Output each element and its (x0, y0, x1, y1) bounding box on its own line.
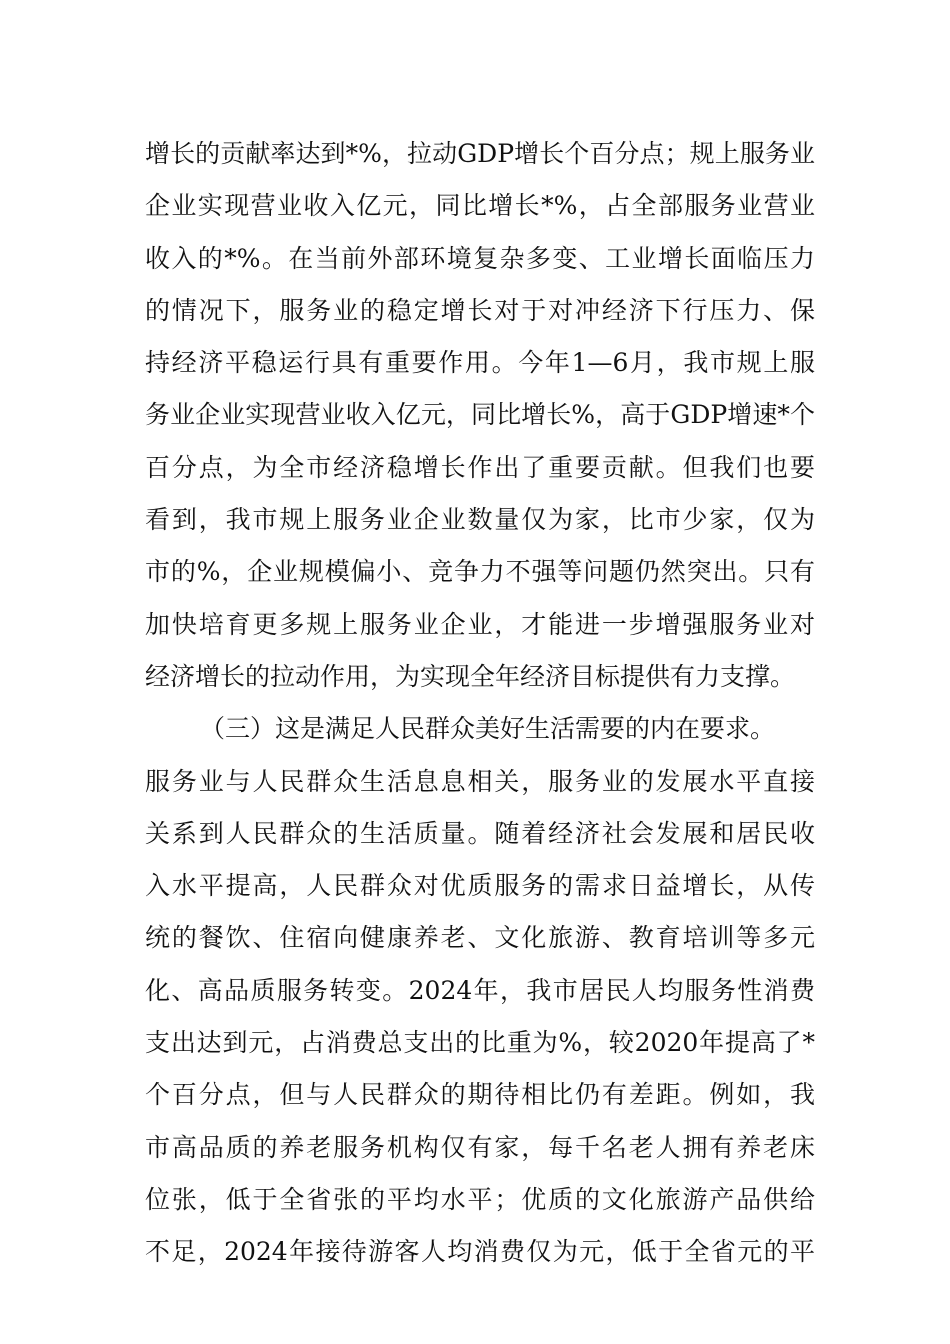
text-line: 市的%，企业规模偏小、竞争力不强等问题仍然突出。只有 (145, 557, 815, 587)
body-text (145, 128, 815, 1279)
text-line: 增长的贡献率达到*%，拉动GDP增长个百分点；规上服务业 (145, 139, 815, 168)
text-line: 支出达到元，占消费总支出的比重为%，较2020年提高了* (145, 1028, 815, 1058)
text-line: 统的餐饮、住宿向健康养老、文化旅游、教育培训等多元 (145, 923, 815, 953)
text-line: 关系到人民群众的生活质量。随着经济社会发展和居民收 (145, 818, 815, 848)
text-line: 位张，低于全省张的平均水平；优质的文化旅游产品供给 (145, 1184, 815, 1214)
paragraph-end-line: 经济增长的拉动作用，为实现全年经济目标提供有力支撑。 (145, 661, 796, 691)
text-line: 市高品质的养老服务机构仅有家，每千名老人拥有养老床 (145, 1132, 815, 1162)
text-line: 入水平提高，人民群众对优质服务的需求日益增长，从传 (145, 871, 815, 901)
text-line: 服务业与人民群众生活息息相关，服务业的发展水平直接 (145, 766, 815, 796)
text-line: 看到，我市规上服务业企业数量仅为家，比市少家，仅为 (145, 505, 815, 535)
text-line: 收入的*%。在当前外部环境复杂多变、工业增长面临压力 (145, 243, 815, 273)
text-line: 持经济平稳运行具有重要作用。今年1—6月，我市规上服 (145, 348, 815, 378)
text-line: 企业实现营业收入亿元，同比增长*%，占全部服务业营业 (145, 191, 815, 221)
text-line: 不足，2024年接待游客人均消费仅为元，低于全省元的平 (145, 1237, 815, 1267)
text-line: 务业企业实现营业收入亿元，同比增长%，高于GDP增速*个 (145, 400, 815, 430)
text-line: 的情况下，服务业的稳定增长对于对冲经济下行压力、保 (145, 295, 815, 325)
text-line: 化、高品质服务转变。2024年，我市居民人均服务性消费 (145, 975, 815, 1005)
section-heading: （三）这是满足人民群众美好生活需要的内在要求。 (200, 714, 776, 744)
text-line: 加快培育更多规上服务业企业，才能进一步增强服务业对 (145, 609, 815, 639)
text-line: 百分点，为全市经济稳增长作出了重要贡献。但我们也要 (145, 452, 815, 482)
text-line: 个百分点，但与人民群众的期待相比仍有差距。例如，我 (145, 1080, 815, 1110)
